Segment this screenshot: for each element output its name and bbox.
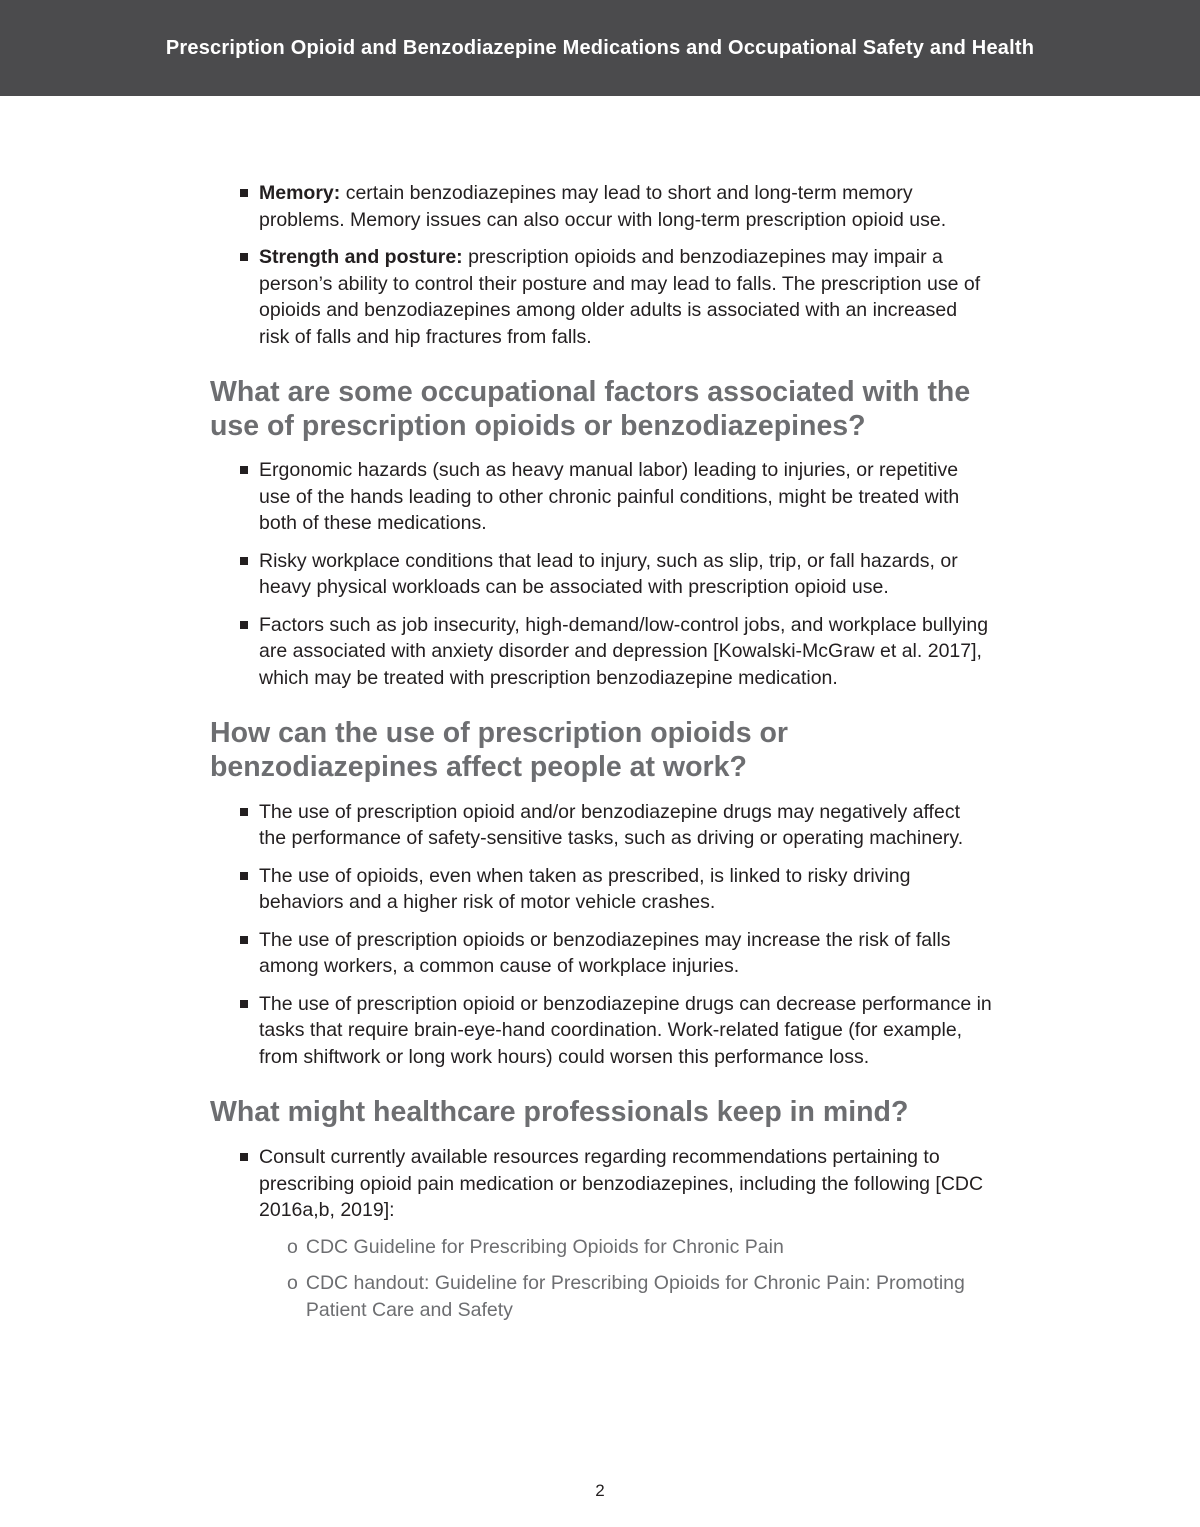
bullet-text <box>259 244 992 350</box>
bullet-text: Ergonomic hazards (such as heavy manual labor) leading to injuries, or repetitive use of the hands leading to other chronic painful conditions, might be treated with both of these medications. <box>259 459 960 535</box>
page-number: 2 <box>595 1481 605 1500</box>
page-header-bar <box>0 0 1200 96</box>
bullet-marker <box>240 1153 248 1161</box>
resource-link-list <box>287 1234 992 1324</box>
bullet-text: The use of opioids, even when taken as prescribed, is linked to risky driving behaviors and a higher risk of motor vehicle crashes. <box>259 864 911 914</box>
bullet-text: Consult currently available resources regarding recommendations pertaining to prescribing opioid pain medication or benzodiazepines, including the following [CDC 2016a,b, 2019]: <box>259 1145 984 1222</box>
section-heading-affect-people-at-work: How can the use of prescription opioids or benzodiazepines affect people at work? <box>210 717 788 784</box>
section-bullet-list <box>240 457 992 691</box>
bullet-text: The use of prescription opioid or benzodiazepine drugs can decrease performance in tasks that require brain-eye-hand coordination. Work-related fatigue (for example, from shiftwork or long work hours) could worsen this performance loss. <box>259 992 992 1068</box>
list-item <box>287 1234 992 1261</box>
list-item <box>287 1270 992 1323</box>
bullet-marker <box>240 466 248 474</box>
bullet-marker <box>240 557 248 565</box>
bullet-marker <box>240 808 248 816</box>
bullet-marker <box>240 621 248 629</box>
sub-bullet-marker: o <box>287 1272 298 1295</box>
bullet-text <box>259 180 992 233</box>
list-item <box>240 799 992 852</box>
bullet-text-wrap <box>259 1144 992 1333</box>
sub-bullet-marker: o <box>287 1235 298 1258</box>
intro-bullet-list <box>240 180 992 350</box>
page-content <box>0 96 1200 1344</box>
bullet-marker <box>240 872 248 880</box>
list-item <box>240 244 992 350</box>
bullet-marker <box>240 1000 248 1008</box>
list-item <box>240 991 992 1071</box>
bullet-text: Risky workplace conditions that lead to injury, such as slip, trip, or fall hazards, or heavy physical workloads can be associated with prescription opioid use. <box>259 549 958 599</box>
header-title: Prescription Opioid and Benzodiazepine Medications and Occupational Safety and Health <box>165 36 1035 59</box>
link-cdc-guideline[interactable]: CDC Guideline for Prescribing Opioids for Chronic Pain <box>305 1235 784 1258</box>
bullet-marker <box>240 189 248 197</box>
list-item <box>240 1144 992 1333</box>
bullet-marker <box>240 253 248 261</box>
bullet-lead: Memory: <box>259 182 341 204</box>
bullet-text: The use of prescription opioid and/or benzodiazepine drugs may negatively affect the performance of safety-sensitive tasks, such as driving or operating machinery. <box>259 800 964 850</box>
list-item <box>240 180 992 233</box>
section-bullet-list <box>240 799 992 1071</box>
bullet-body: certain benzodiazepines may lead to short and long-term memory problems. Memory issues can also occur with long-term prescription opioid use. <box>259 182 947 231</box>
list-item <box>240 927 992 980</box>
bullet-text: The use of prescription opioids or benzodiazepines may increase the risk of falls among workers, a common cause of workplace injuries. <box>259 928 951 978</box>
bullet-lead: Strength and posture: <box>259 246 463 269</box>
section-heading-occupational-factors: What are some occupational factors associated with the use of prescription opioids or benzodiazepines? <box>210 376 971 442</box>
list-item <box>240 548 992 601</box>
list-item <box>240 863 992 916</box>
list-item <box>240 457 992 537</box>
link-cdc-handout[interactable]: CDC handout: Guideline for Prescribing Opioids for Chronic Pain: Promoting Patient Care and Safety <box>305 1272 965 1321</box>
section-bullet-list <box>240 1144 992 1333</box>
section-heading-healthcare-professionals: What might healthcare professionals keep in mind? <box>210 1096 909 1129</box>
page-footer <box>0 1461 1200 1527</box>
bullet-text: Factors such as job insecurity, high-demand/low-control jobs, and workplace bullying are associated with anxiety disorder and depression [Kowalski-McGraw et al. 2017], which may be treated with prescription benzodiazepine medication. <box>259 613 989 689</box>
bullet-marker <box>240 936 248 944</box>
bullet-body: prescription opioids and benzodiazepines may impair a person’s ability to control their posture and may lead to falls. The prescription use of opioids and benzodiazepines among older adults is associated with an increased risk of falls and hip fractures from falls. <box>259 246 981 348</box>
list-item <box>240 612 992 692</box>
